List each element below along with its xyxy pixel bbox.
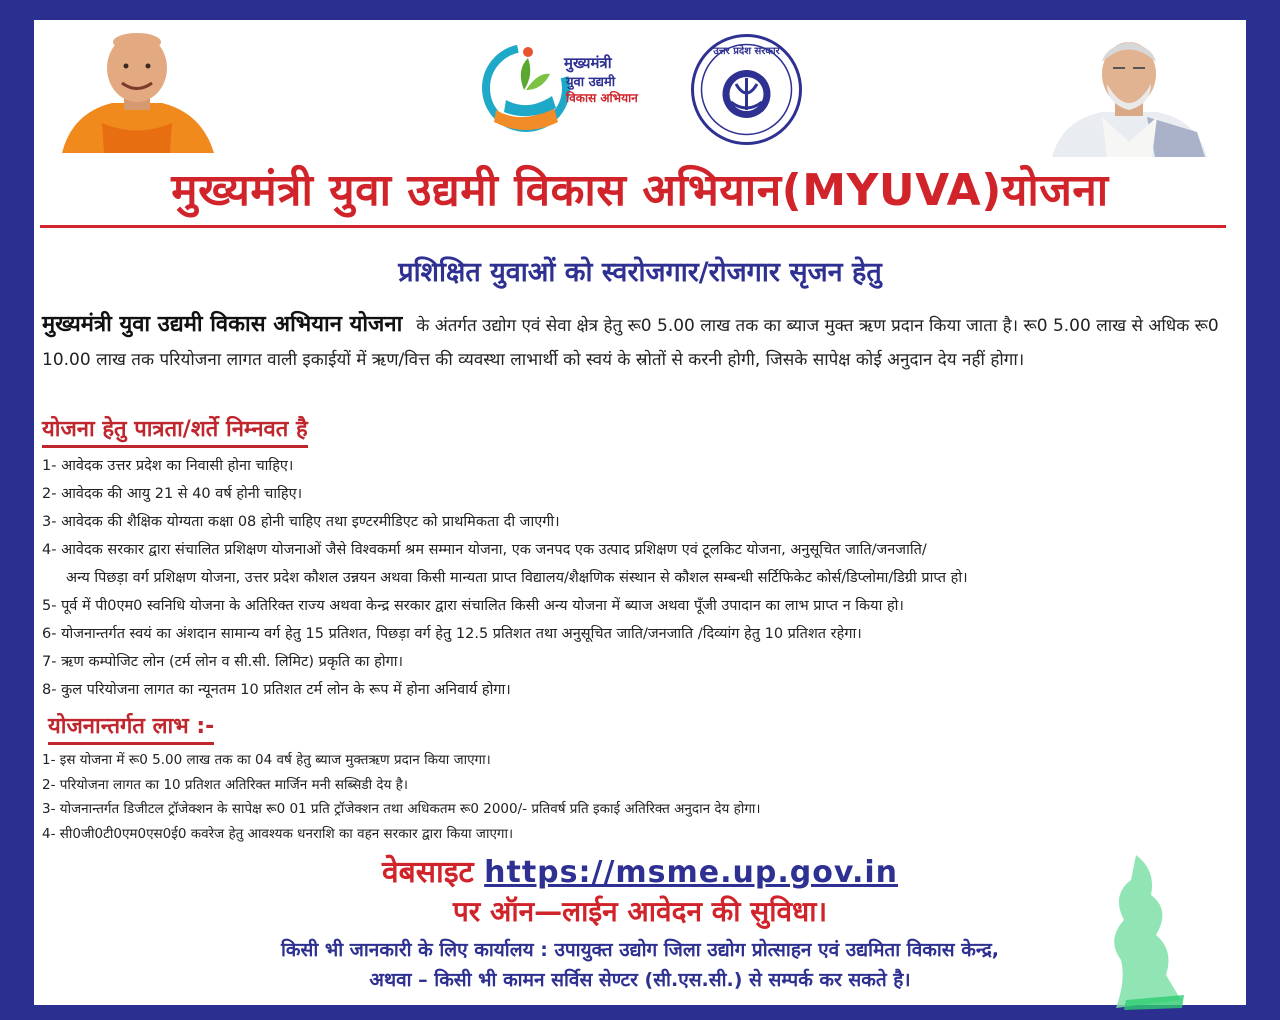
eligibility-item-continued: अन्य पिछड़ा वर्ग प्रशिक्षण योजना, उत्तर प्रदेश कौशल उन्नयन अथवा किसी मान्यता प्राप्त विद्यालय/शैक्षणिक संस्थान से कौशल सम्बन्धी सर्टिफिकेट कोर्स/डिप्लोमा/डिग्री प्राप्त हो। <box>66 570 968 586</box>
intro-lead: मुख्यमंत्री युवा उद्यमी विकास अभियान योजना <box>42 312 403 337</box>
contact-line-1: किसी भी जानकारी के लिए कार्यालय : उपायुक्त उद्योग जिला उद्योग प्रोत्साहन एवं उद्यमिता विकास केन्द्र, <box>280 939 1000 961</box>
benefits-heading-underline <box>48 742 214 745</box>
website-label: वेबसाइट <box>381 855 474 890</box>
website-line <box>34 850 1246 891</box>
poster <box>34 20 1246 1005</box>
online-application-text: पर ऑन—लाईन आवेदन की सुविधा। <box>452 895 828 928</box>
eligibility-item: 8- कुल परियोजना लागत का न्यूनतम 10 प्रतिशत टर्म लोन के रूप में होना अनिवार्य होगा। <box>42 682 511 698</box>
logo-line1: मुख्यमंत्री <box>564 54 612 72</box>
eligibility-item: 6- योजनान्तर्गत स्वयं का अंशदान सामान्य वर्ग हेतु 15 प्रतिशत, पिछड़ा वर्ग हेतु 12.5 प्रतिशत तथा अनुसूचित जाति/जनजाति /दिव्यांग हेतु 10 प्रतिशत रहेगा। <box>42 626 862 642</box>
chief-minister-photo <box>52 28 222 153</box>
intro-text: के अंतर्गत उद्योग एवं सेवा क्षेत्र हेतु रू0 5.00 लाख तक का ब्याज मुक्त ऋण प्रदान किया जाता है। रू0 5.00 लाख से अधिक रू0 10.00 लाख तक परियोजना लागत वाली इकाईयों में ऋण/वित्त की व्यवस्था लाभार्थी को स्वयं के स्रोतों से करनी होगी, जिसके सापेक्ष कोई अनुदान देय नहीं होगा। <box>42 316 1219 370</box>
myuva-logo <box>466 30 666 140</box>
eligibility-item: 7- ऋण कम्पोजिट लोन (टर्म लोन व सी.सी. लिमिट) प्रकृति का होगा। <box>42 654 404 670</box>
prime-minister-photo <box>1047 32 1212 157</box>
benefits-heading <box>48 710 214 745</box>
page-subtitle: प्रशिक्षित युवाओं को स्वरोजगार/रोजगार सृजन हेतु <box>398 257 882 288</box>
logo-line3: विकास अभियान <box>566 91 638 105</box>
benefit-item: 4- सी0जी0टी0एम0एस0ई0 कवरेज हेतु आवश्यक धनराशि का वहन सरकार द्वारा किया जाएगा। <box>42 825 514 842</box>
title-divider <box>40 225 1226 228</box>
eligibility-item: 5- पूर्व में पी0एम0 स्वनिधि योजना के अतिरिक्त राज्य अथवा केन्द्र सरकार द्वारा संचालित किसी अन्य योजना में ब्याज अथवा पूँजी उपादान का लाभ प्राप्त न किया हो। <box>42 598 904 614</box>
eligibility-heading <box>42 413 308 448</box>
green-sticker-decoration <box>1096 850 1186 1010</box>
seal-text: उत्तर प्रदेश सरकार <box>713 46 780 57</box>
contact-line-2: अथवा – किसी भी कामन सर्विस सेण्टर (सी.एस.सी.) से सम्पर्क कर सकते है। <box>369 969 911 991</box>
eligibility-item: 3- आवेदक की शैक्षिक योग्यता कक्षा 08 होनी चाहिए तथा इण्टरमीडिएट को प्राथमिकता दी जाएगी। <box>42 514 560 530</box>
eligibility-heading-underline <box>42 445 308 448</box>
logo-line2: युवा उद्यमी <box>566 75 616 90</box>
eligibility-item: 4- आवेदक सरकार द्वारा संचालित प्रशिक्षण योजनाओं जैसे विश्वकर्मा श्रम सम्मान योजना, एक जनपद एक उत्पाद प्रशिक्षण एवं टूलकिट योजना, अनुसूचित जाति/जनजाति/ <box>42 542 927 558</box>
intro-paragraph <box>42 308 1230 377</box>
up-government-seal <box>689 32 804 147</box>
benefits-list <box>42 748 1242 846</box>
page-title: मुख्यमंत्री युवा उद्यमी विकास अभियान(MYUVA)योजना <box>171 165 1109 216</box>
website-link[interactable]: https://msme.up.gov.in <box>484 855 899 890</box>
eligibility-heading-text: योजना हेतु पात्रता/शर्ते निम्नवत है <box>42 417 308 442</box>
benefit-item: 3- योजनान्तर्गत डिजीटल ट्रॉजेक्शन के सापेक्ष रू0 01 प्रति ट्रॉजेक्शन तथा अधिकतम रू0 2000/- प्रतिवर्ष प्रति इकाई अतिरिक्त अनुदान देय होगा। <box>42 801 761 817</box>
benefits-heading-text: योजनान्तर्गत लाभ :- <box>48 714 215 739</box>
eligibility-list <box>42 452 1242 704</box>
eligibility-item: 1- आवेदक उत्तर प्रदेश का निवासी होना चाहिए। <box>42 458 294 474</box>
benefit-item: 2- परियोजना लागत का 10 प्रतिशत अतिरिक्त मार्जिन मनी सब्सिडी देय है। <box>42 776 408 793</box>
eligibility-item: 2- आवेदक की आयु 21 से 40 वर्ष होनी चाहिए। <box>42 486 303 502</box>
benefit-item: 1- इस योजना में रू0 5.00 लाख तक का 04 वर्ष हेतु ब्याज मुक्तऋण प्रदान किया जाएगा। <box>42 752 491 768</box>
